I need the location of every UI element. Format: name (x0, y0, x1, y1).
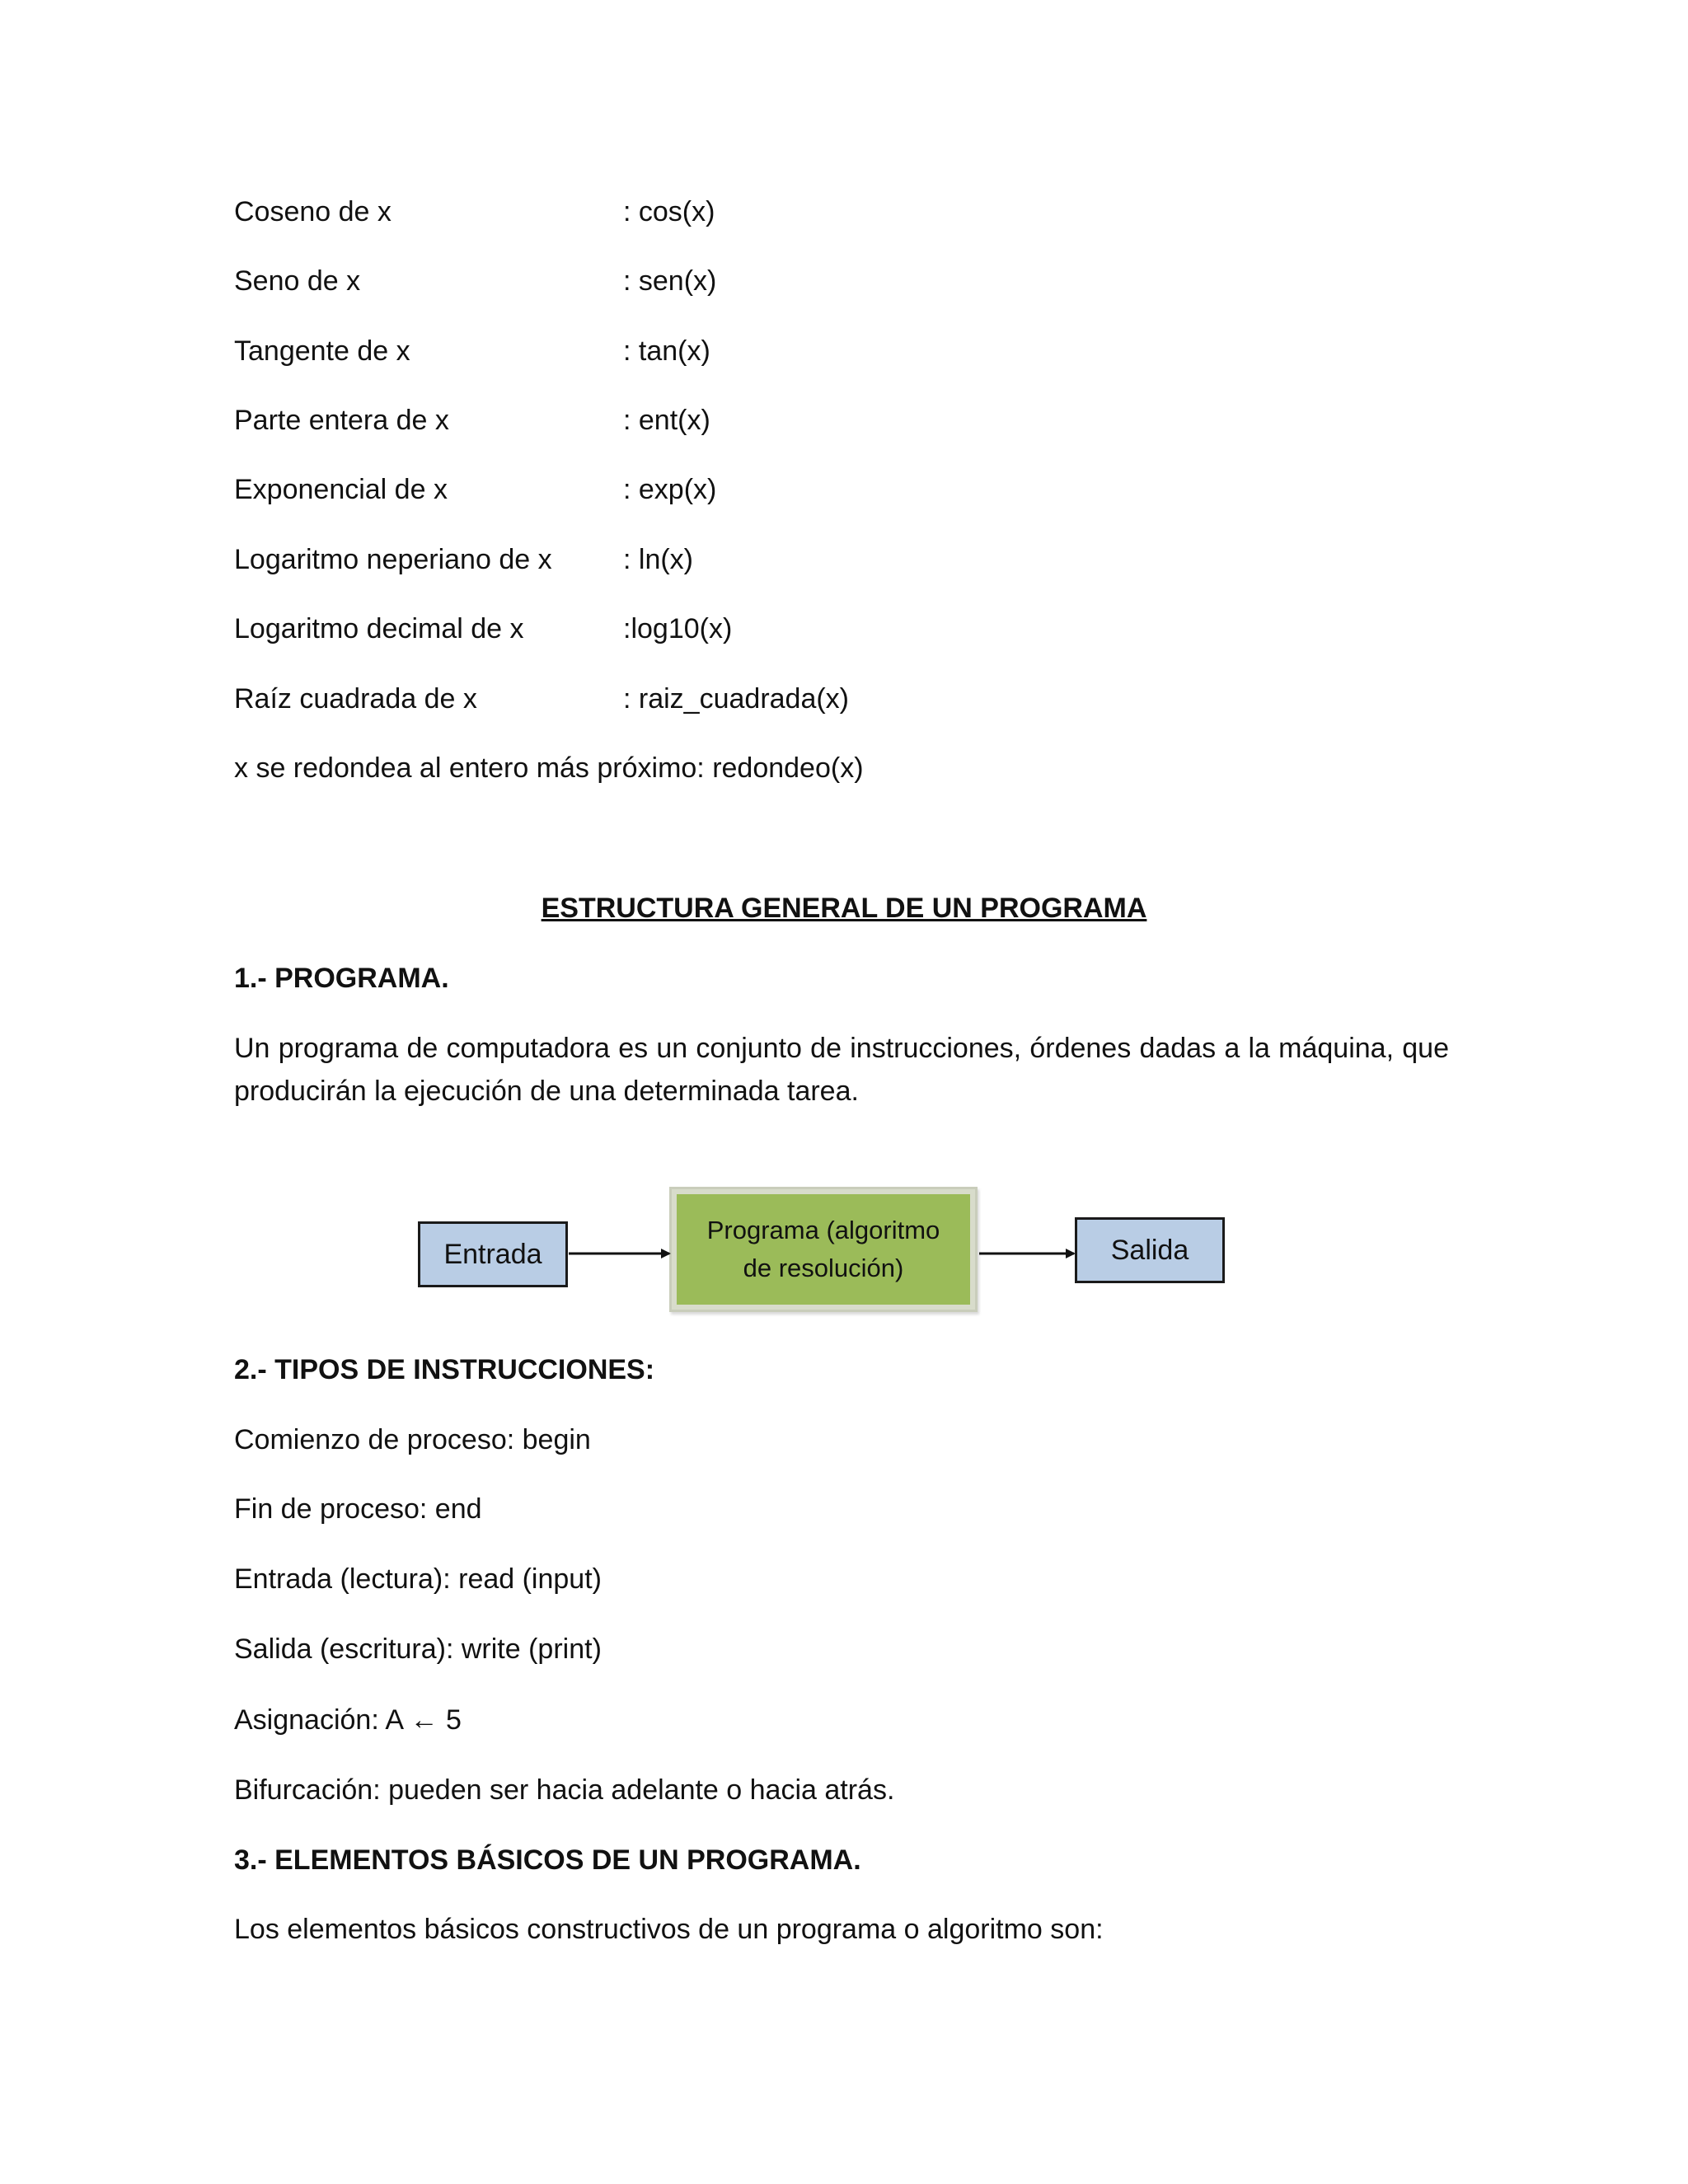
function-value: : cos(x) (623, 196, 715, 227)
section-title: ESTRUCTURA GENERAL DE UN PROGRAMA (541, 893, 1147, 924)
function-value: : raiz_cuadrada(x) (623, 683, 850, 715)
list-item: Salida (escritura): write (print) (234, 1633, 602, 1665)
section-3-heading: 3.- ELEMENTOS BÁSICOS DE UN PROGRAMA. (234, 1844, 861, 1876)
function-label: Logaritmo neperiano de x (234, 544, 552, 575)
program-label-line2: de resolución) (743, 1254, 904, 1282)
function-label: Exponencial de x (234, 474, 448, 505)
function-value: : ln(x) (623, 544, 693, 575)
function-label: Seno de x (234, 265, 361, 297)
section-3-paragraph: Los elementos básicos constructivos de un programa o algoritmo son: (234, 1914, 1104, 1945)
function-value: : exp(x) (623, 474, 717, 505)
function-label: Parte entera de x (234, 405, 449, 436)
list-item: Entrada (lectura): read (input) (234, 1563, 602, 1595)
function-label: Tangente de x (234, 335, 410, 367)
section-2-heading: 2.- TIPOS DE INSTRUCCIONES: (234, 1354, 655, 1385)
function-value: :log10(x) (623, 613, 733, 644)
list-item: Comienzo de proceso: begin (234, 1424, 591, 1455)
function-label: Logaritmo decimal de x (234, 613, 524, 644)
function-value: : tan(x) (623, 335, 710, 367)
section-1-paragraph: Un programa de computadora es un conjunto de instrucciones, órdenes dadas a la máquina, que producirán la ejecución de una determinada tarea. (234, 1033, 1449, 1107)
function-value: : sen(x) (623, 265, 717, 297)
input-label: Entrada (443, 1239, 542, 1270)
list-item: Fin de proceso: end (234, 1493, 482, 1525)
output-label: Salida (1110, 1235, 1189, 1266)
program-label-line1: Programa (algoritmo (706, 1216, 940, 1244)
rounding-line: x se redondea al entero más próximo: redondeo(x) (234, 752, 864, 784)
function-label: Raíz cuadrada de x (234, 683, 477, 715)
section-1-heading: 1.- PROGRAMA. (234, 963, 449, 994)
function-label: Coseno de x (234, 196, 392, 227)
list-item: Bifurcación: pueden ser hacia adelante o hacia atrás. (234, 1774, 895, 1806)
function-value: : ent(x) (623, 405, 710, 436)
list-item: Asignación: A ← 5 (234, 1704, 462, 1736)
